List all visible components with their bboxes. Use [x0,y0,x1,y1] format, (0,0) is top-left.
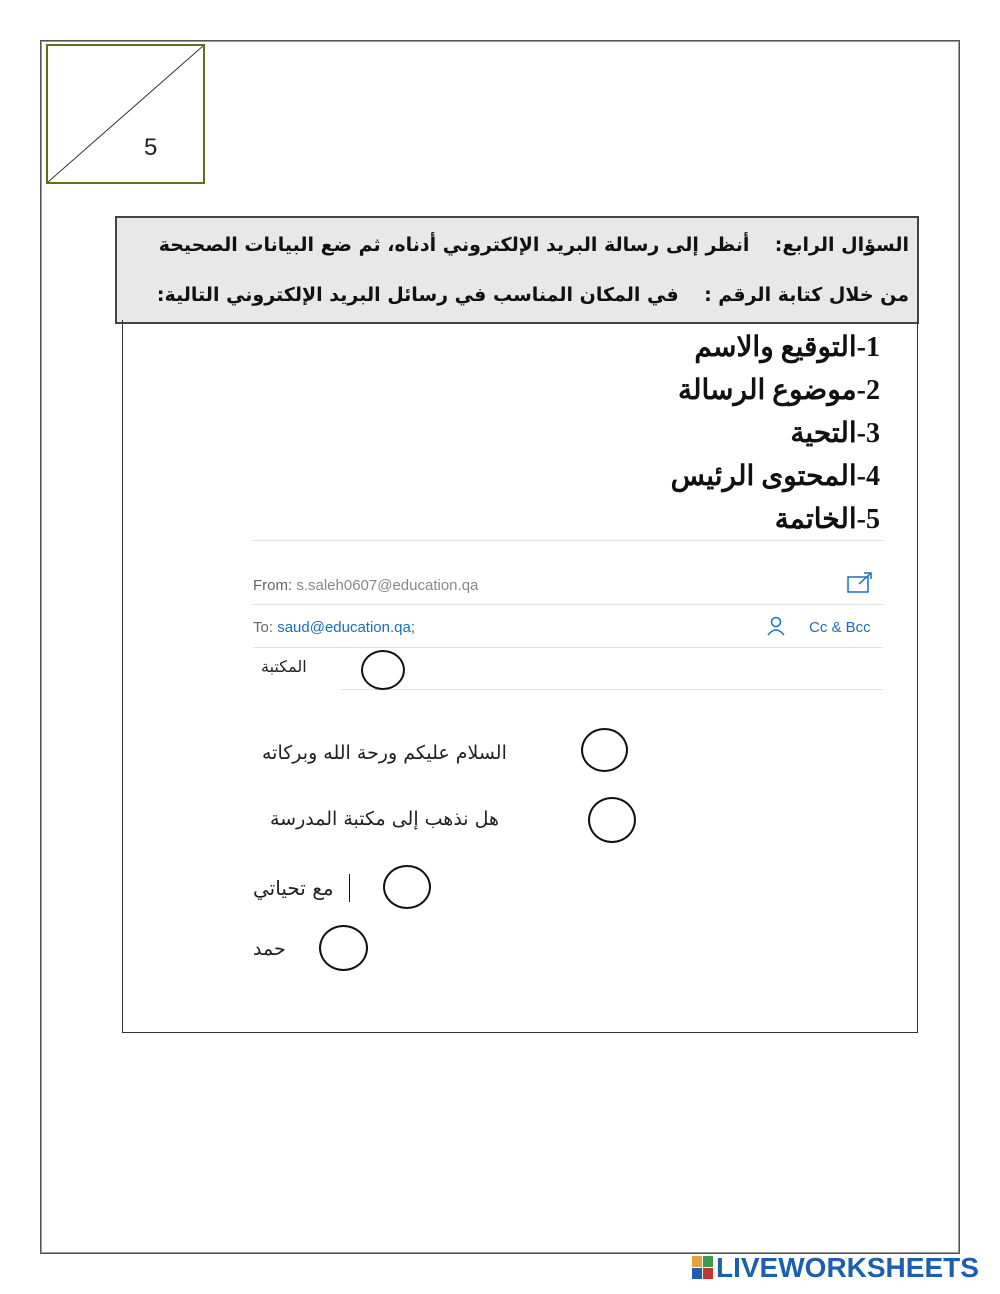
question-text-1: أنظر إلى رسالة البريد الإلكتروني أدناه، ثم ضع البيانات الصحيحة [158,234,750,256]
answer-circle-body[interactable] [588,797,636,843]
email-preview [253,540,883,690]
list-item: 2-موضوع الرسالة [677,375,880,406]
to-row[interactable] [253,619,415,636]
list-item: 5-الخاتمة [774,504,880,535]
to-label: To: [253,619,274,636]
to-value[interactable]: saud@education.qa; [277,619,416,636]
closing-text: مع تحياتي [253,876,334,900]
cc-bcc-link[interactable]: Cc & Bcc [809,619,871,636]
divider [253,540,883,541]
score-box [46,44,205,184]
list-item: 1-التوقيع والاسم [694,332,880,363]
score-value: 5 [144,134,158,161]
greeting-text: السلام عليكم ورحة الله وبركاته [262,742,507,764]
divider [341,689,883,690]
question-line-1 [159,234,909,256]
body-text: هل نذهب إلى مكتبة المدرسة [270,808,500,830]
parts-list [671,330,880,545]
question-box [115,216,919,324]
liveworksheets-brand: LIVEWORKSHEETS [716,1252,979,1283]
list-item: 4-المحتوى الرئيس [670,461,880,492]
liveworksheets-logo-icon [692,1256,714,1280]
subject-text: المكتبة [261,657,307,676]
from-label: From: [253,577,293,594]
answer-circle-greeting[interactable] [581,728,628,772]
signature-text: حمد [253,938,286,960]
score-diagonal [48,46,203,182]
question-title: السؤال الرابع: [774,234,909,256]
from-row [253,577,478,594]
text-cursor [349,874,350,902]
person-icon[interactable] [767,616,785,636]
answer-circle-subject[interactable] [361,650,405,690]
answer-circle-closing[interactable] [383,865,431,909]
list-item: 3-التحية [790,418,880,449]
answer-circle-signature[interactable] [319,925,368,971]
divider [253,604,883,605]
question-line-2 [157,284,909,306]
divider [253,647,883,648]
question-text-2: في المكان المناسب في رسائل البريد الإلكتروني التالية: [156,284,679,306]
question-text-2-prefix: من خلال كتابة الرقم : [704,284,909,306]
from-value: s.saleh0607@education.qa [296,577,479,594]
pop-out-icon[interactable] [847,572,873,594]
